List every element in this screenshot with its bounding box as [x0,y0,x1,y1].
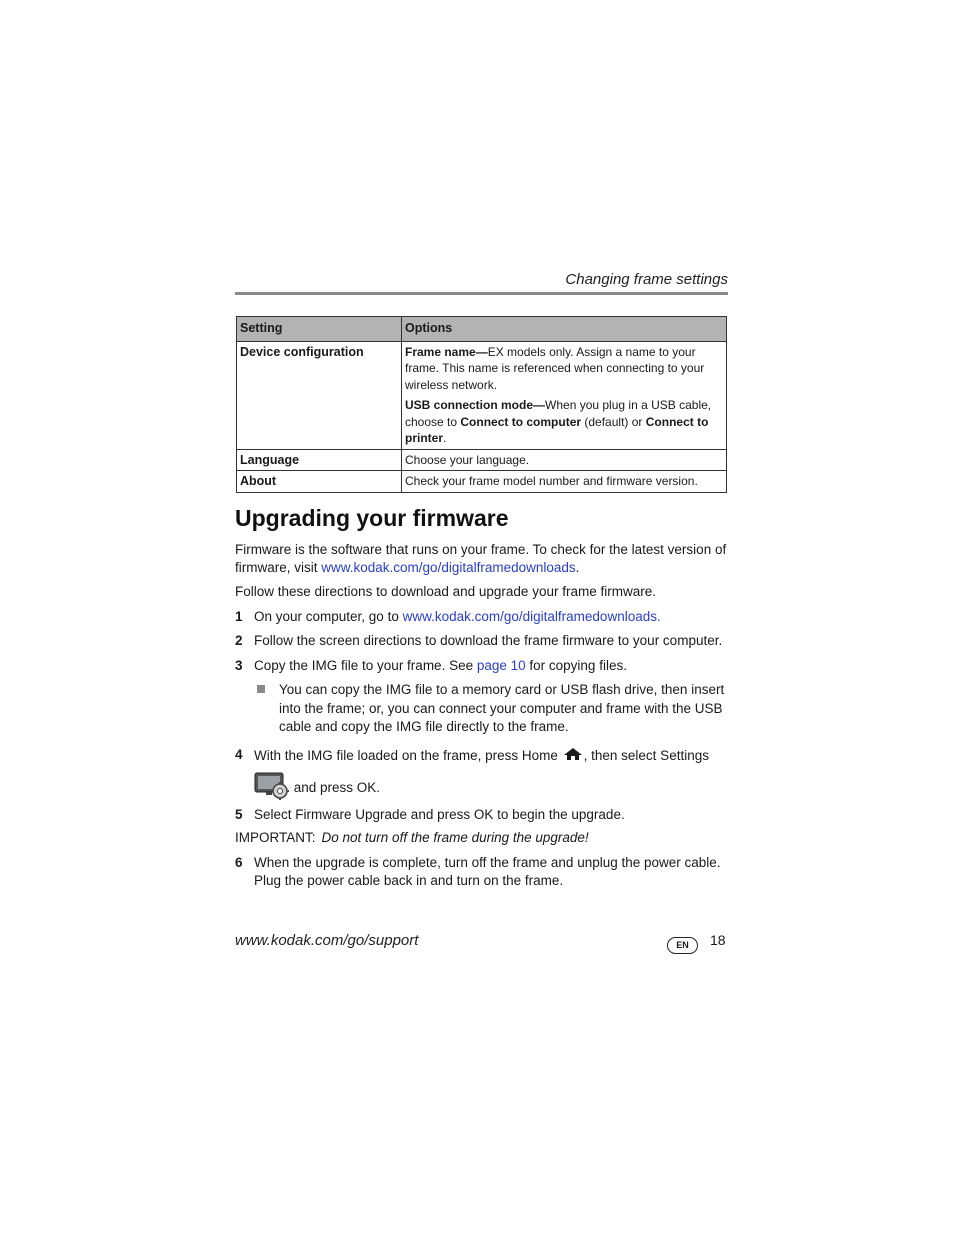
section-title: Upgrading your firmware [235,505,509,531]
downloads-link[interactable]: www.kodak.com/go/digitalframedownloads. [402,609,661,624]
option-choice: Connect to computer [460,414,582,429]
table-row [237,471,727,493]
step-number: 1 [235,609,243,624]
setting-name: Language [237,449,402,471]
step-4-continued [235,772,727,802]
important-text: Do not turn off the frame during the upgrade! [321,830,589,845]
step-text [254,608,729,626]
option-text: When you plug in a USB cable, choose to [405,398,712,429]
step-text-part: On your computer, go to [254,609,403,624]
running-header: Changing frame settings [565,271,728,288]
option-choice: Connect to printer [405,414,709,445]
step-4 [235,746,727,764]
option-label: Frame name— [405,344,488,359]
step-text-part: , then select Settings [583,748,709,764]
step-text: When the upgrade is complete, turn off the frame and unplug the power cable. Plug the power cable back in and turn on the frame. [254,855,721,888]
table-row [237,449,727,471]
option-label: USB connection mode— [405,398,546,412]
step-text-part: With the IMG file loaded on the frame, press Home [254,748,562,764]
table-header-options: Options [402,317,727,342]
step-number: 2 [235,633,243,648]
important-label: IMPORTANT: [235,830,316,845]
settings-icon [254,772,290,805]
step-text-part: for copying files. [525,658,627,673]
settings-table [236,316,727,493]
bullet-item [255,681,727,737]
page-number: 18 [710,932,726,948]
step-number: 4 [235,747,243,762]
step-text-part: Copy the IMG file to your frame. See [254,658,477,673]
language-badge: EN [667,937,698,954]
step-text [254,746,729,767]
setting-name: Device configuration [237,341,402,449]
important-note [235,830,589,845]
step-text: Select Firmware Upgrade and press OK to begin the upgrade. [254,807,625,822]
step-2 [235,632,727,650]
step-text [254,657,729,675]
bullet-square [257,685,265,693]
option-text: EX models only. Assign a name to your frame. This name is referenced when connecting to your wireless network. [405,344,705,392]
step-number: 3 [235,658,243,673]
table-header-setting: Setting [237,317,402,342]
setting-options: Check your frame model number and firmware version. [402,471,727,493]
bullet-text: You can copy the IMG file to a memory card or USB flash drive, then insert into the frame; or, you can connect your computer and frame with the USB cable and copy the IMG file directly to the frame. [279,682,725,734]
setting-options [402,341,727,449]
downloads-link[interactable]: www.kodak.com/go/digitalframedownloads [321,560,576,575]
step-1 [235,608,727,626]
setting-name: About [237,471,402,493]
frame-name-option [405,344,723,394]
step-number: 5 [235,807,243,822]
usb-mode-option [405,397,723,447]
step-6 [235,854,727,892]
step-text-part: and press OK. [290,780,381,796]
table-row [237,341,727,449]
intro-text-end: . [575,560,580,575]
footer-url[interactable]: www.kodak.com/go/support [235,932,419,949]
header-rule [235,292,728,295]
step-text: Follow the screen directions to download the frame firmware to your computer. [254,633,723,648]
option-text: . [443,431,447,445]
step-3 [235,657,727,675]
step-text [254,772,729,805]
page-10-link[interactable]: page 10 [476,658,526,673]
follow-paragraph: Follow these directions to download and upgrade your frame firmware. [235,584,656,599]
intro-paragraph [235,541,727,577]
setting-options: Choose your language. [402,449,727,471]
home-icon [562,746,584,767]
step-number: 6 [235,855,243,870]
step-5 [235,806,727,824]
intro-text: Firmware is the software that runs on your frame. To check for the latest version of firmware, visit [235,542,727,575]
option-text: (default) or [581,414,646,429]
